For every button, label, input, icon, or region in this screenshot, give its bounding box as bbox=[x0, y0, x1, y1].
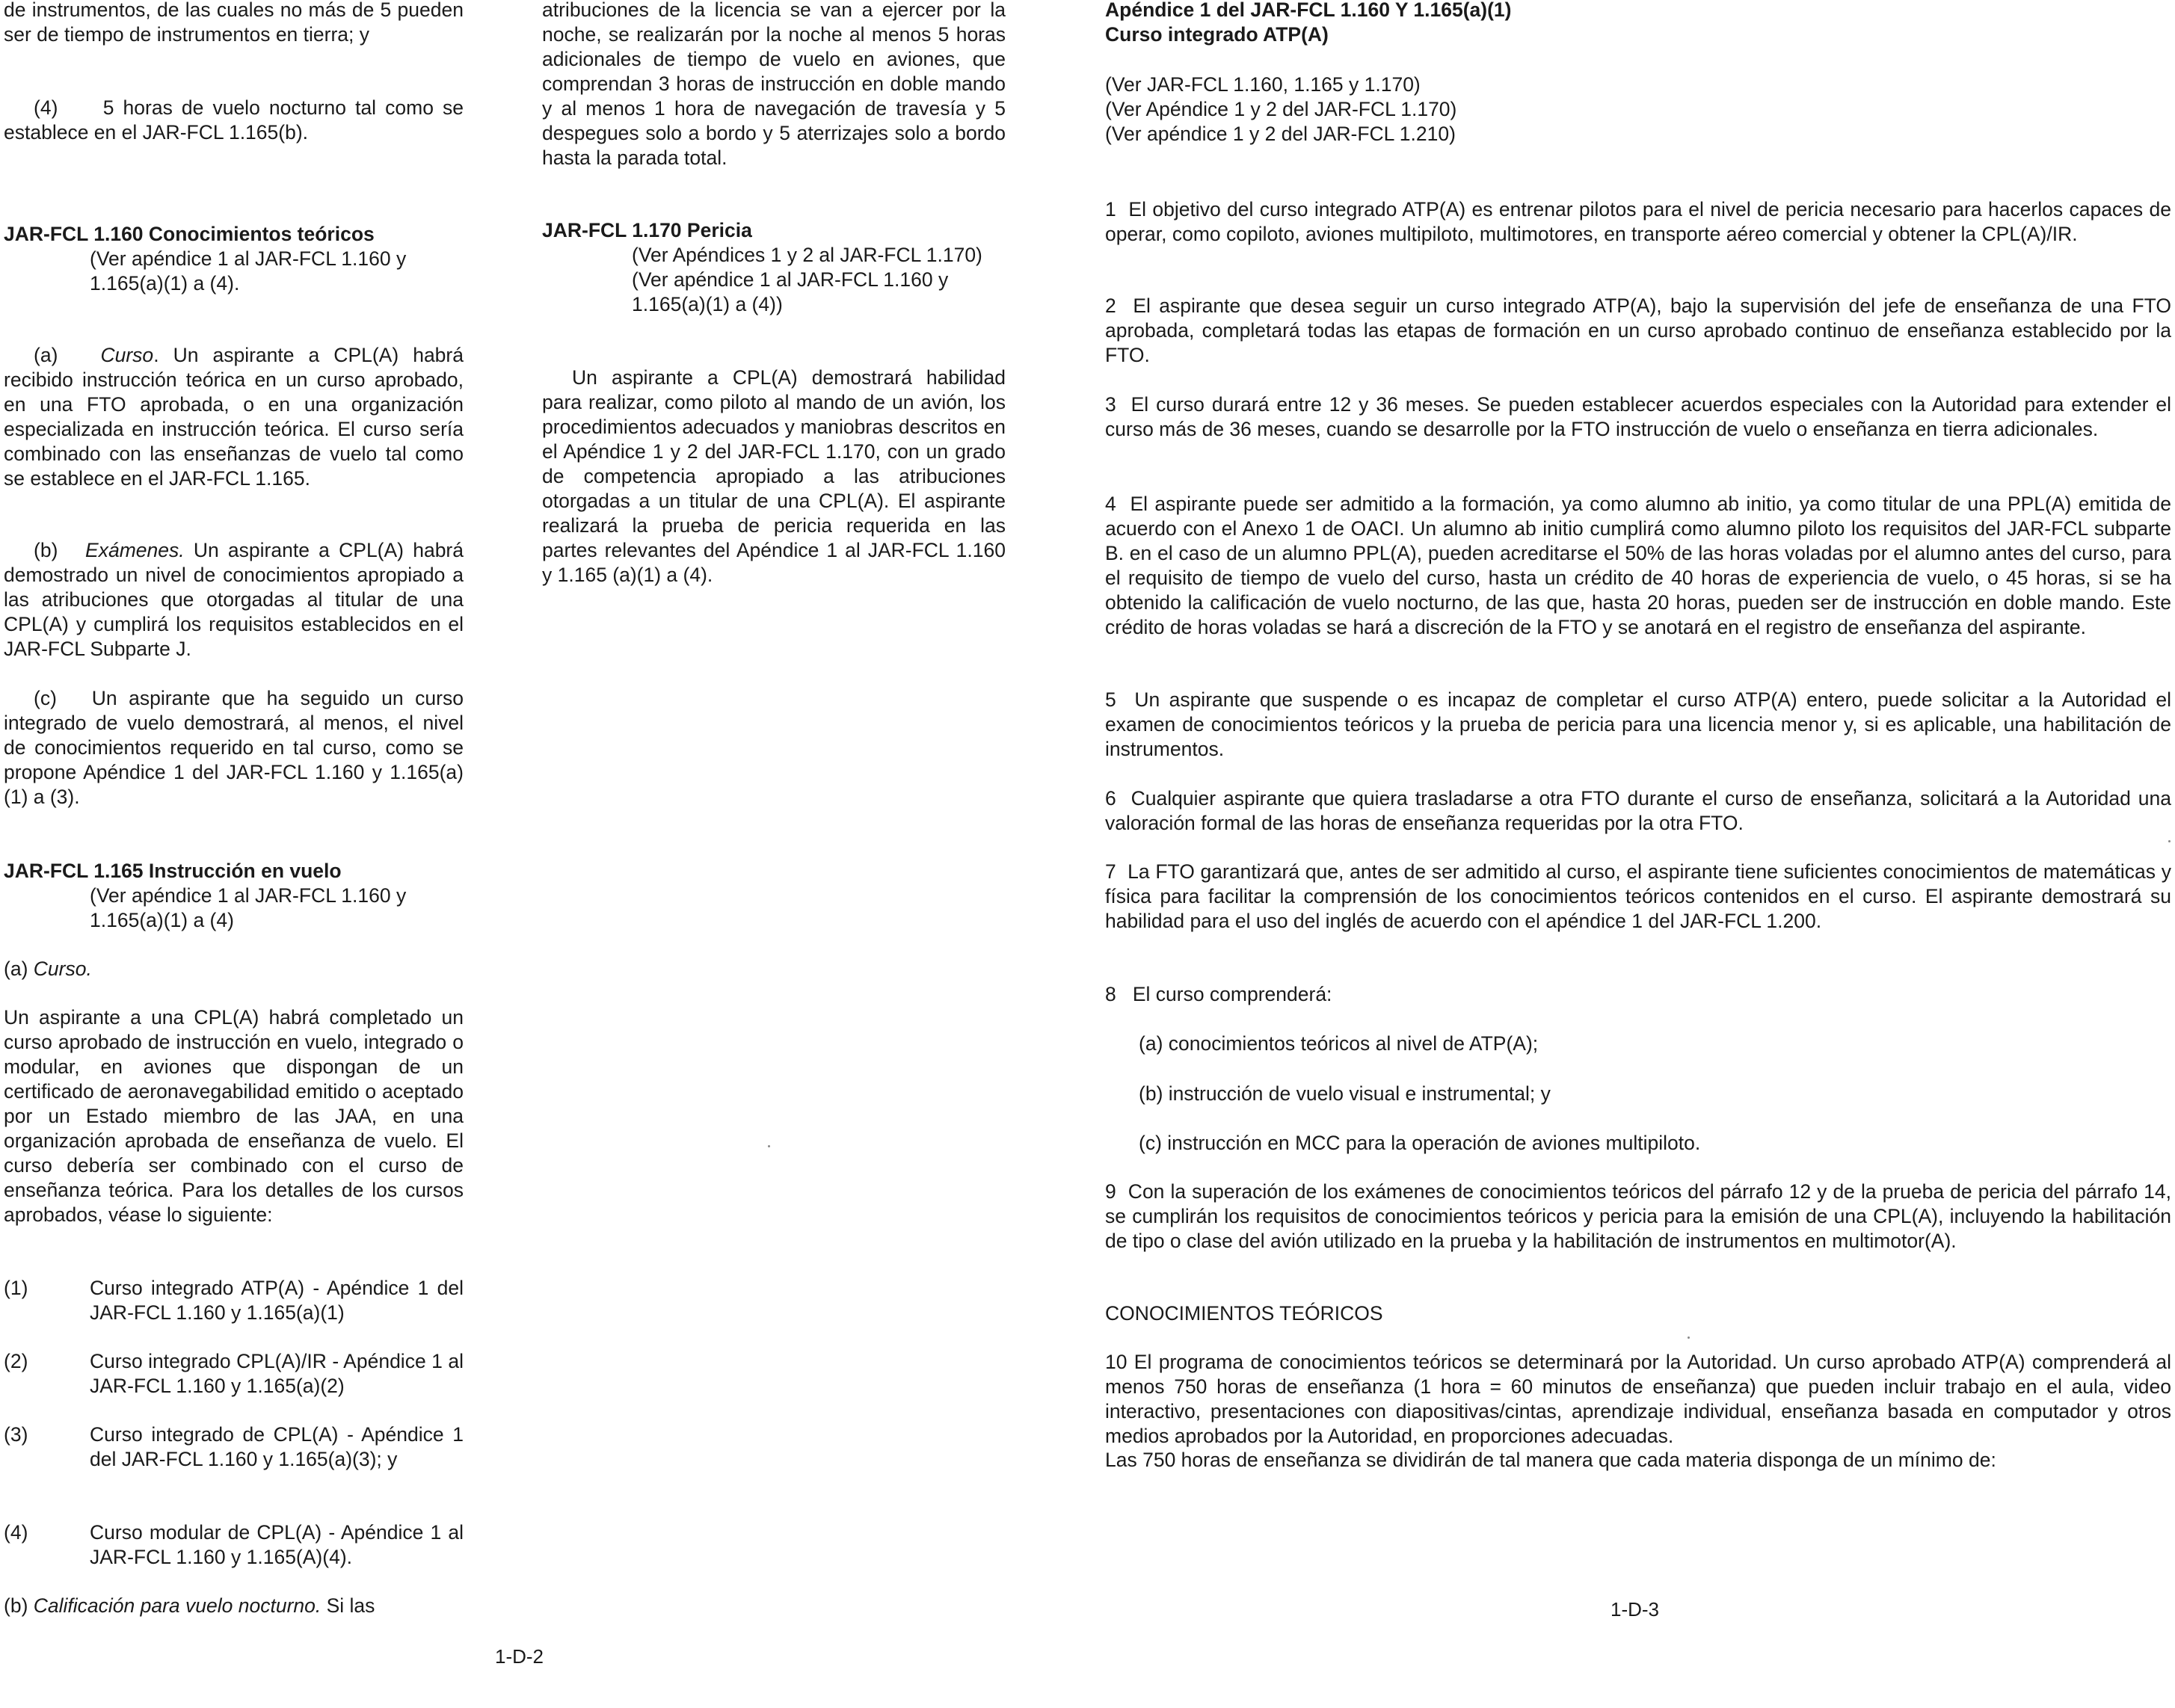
paragraph-1: 1 El objetivo del curso integrado ATP(A) es entrenar pilotos para el nivel de pericia necesario para hacerlos capaces de operar, como copiloto, aviones multipiloto, multimotores, en transporte aéreo comercial y obtener la CPL(A)/IR. bbox=[1105, 198, 2171, 245]
col1-continuation-text: de instrumentos, de las cuales no más de 5 pueden ser de tiempo de instrumentos en tierra; y bbox=[4, 0, 464, 46]
left-page bbox=[0, 0, 1087, 1708]
section-160-a-title: Curso bbox=[100, 344, 154, 366]
appendix-heading-line-2: Curso integrado ATP(A) bbox=[1105, 23, 1329, 46]
course-list-item-1: (1) Curso integrado ATP(A) - Apéndice 1 del JAR-FCL 1.160 y 1.165(a)(1) bbox=[4, 1277, 464, 1324]
section-160-c: (c) Un aspirante que ha seguido un curso integrado de vuelo demostrará, al menos, el nivel de conocimientos requerido en tal curso, como se propone Apéndice 1 del JAR-FCL 1.160 y 1.165(a)(1) a (3). bbox=[4, 687, 464, 808]
paragraph-2: 2 El aspirante que desea seguir un curso integrado ATP(A), bajo la supervisión del jefe de enseñanza de una FTO aprobada, completará todas las etapas de formación en un curso aprobado continuo de enseñanza establecido por la FTO. bbox=[1105, 295, 2171, 366]
col2-continuation-text: atribuciones de la licencia se van a ejercer por la noche, se realizarán por la noche al menos 5 horas adicionales de tiempo de vuelo en aviones, que comprendan 3 horas de instrucción en doble mando y al menos 1 hora de navegación de travesía y 5 despegues solo a bordo y 5 aterrizajes solo a bordo hasta la parada total. bbox=[542, 0, 1006, 169]
right-page bbox=[1099, 0, 2175, 1708]
paragraph-11: Las 750 horas de enseñanza se dividirán de tal manera que cada materia disponga de un mínimo de: bbox=[1105, 1449, 1996, 1471]
section-165-heading: JAR-FCL 1.165 Instrucción en vuelo bbox=[4, 860, 342, 882]
scan-speck bbox=[2168, 840, 2171, 842]
section-160-b-title: Exámenes. bbox=[85, 539, 185, 561]
night-flight-item: (4) 5 horas de vuelo nocturno tal como se establece en el JAR-FCL 1.165(b). bbox=[4, 96, 464, 144]
course-component-b: (b) instrucción de vuelo visual e instrumental; y bbox=[1139, 1082, 1551, 1105]
course-list-item-4: (4) Curso modular de CPL(A) - Apéndice 1 al JAR-FCL 1.160 y 1.165(A)(4). bbox=[4, 1521, 464, 1568]
appendix-reference-3: (Ver apéndice 1 y 2 del JAR-FCL 1.210) bbox=[1105, 123, 1456, 145]
course-component-c: (c) instrucción en MCC para la operación de aviones multipiloto. bbox=[1139, 1132, 1701, 1154]
section-160-reference: (Ver apéndice 1 al JAR-FCL 1.160 y 1.165(a)(1) a (4). bbox=[90, 247, 407, 295]
section-170-body: Un aspirante a CPL(A) demostrará habilidad para realizar, como piloto al mando de un avión, los procedimientos adecuados y maniobras descritos en el Apéndice 1 y 2 del JAR-FCL 1.170, con un grado de competencia apropiado a las atribuciones otorgadas a un titular de una CPL(A). El aspirante realizará la prueba de pericia requerida en las partes relevantes del Apéndice 1 al JAR-FCL 1.160 y 1.165 (a)(1) a (4). bbox=[542, 366, 1006, 586]
appendix-references bbox=[1105, 73, 2171, 147]
appendix-heading bbox=[1105, 0, 2171, 47]
section-170-reference-1: (Ver Apéndices 1 y 2 al JAR-FCL 1.170) bbox=[632, 244, 982, 266]
section-165-b: (b) Calificación para vuelo nocturno. Si las bbox=[4, 1594, 375, 1617]
section-165-a-title: Curso. bbox=[33, 958, 92, 980]
appendix-reference-2: (Ver Apéndice 1 y 2 del JAR-FCL 1.170) bbox=[1105, 98, 1457, 120]
course-list-item-3: (3) Curso integrado de CPL(A) - Apéndice 1 del JAR-FCL 1.160 y 1.165(a)(3); y bbox=[4, 1423, 464, 1470]
page-number-left: 1-D-2 bbox=[495, 1645, 544, 1668]
paragraph-4: 4 El aspirante puede ser admitido a la formación, ya como alumno ab initio, ya como titular de una PPL(A) emitida de acuerdo con el Anexo 1 de OACI. Un alumno ab initio cumplirá como alumno piloto los requisitos del JAR-FCL subparte B. en el caso de un alumno PPL(A), pueden acreditarse el 50% de las horas voladas por el alumno antes del curso, para el requisito de tiempo de vuelo del curso, hasta un crédito de 40 horas de experiencia de vuelo, o 45 horas, si se ha obtenido la calificación de vuelo nocturno, de las que, hasta 20 horas, pueden ser de instrucción en doble mando. Este crédito de horas voladas se hará a discreción de la FTO y se anotará en el registro de enseñanza del aspirante. bbox=[1105, 493, 2171, 638]
section-160-heading: JAR-FCL 1.160 Conocimientos teóricos bbox=[4, 223, 375, 245]
section-170-reference-2: (Ver apéndice 1 al JAR-FCL 1.160 y 1.165(a)(1) a (4)) bbox=[632, 268, 949, 315]
page-number-right: 1-D-3 bbox=[1611, 1598, 1660, 1621]
section-165-reference: (Ver apéndice 1 al JAR-FCL 1.160 y 1.165(a)(1) a (4) bbox=[90, 884, 407, 931]
course-component-a: (a) conocimientos teóricos al nivel de ATP(A); bbox=[1139, 1032, 1539, 1055]
section-heading-theory: CONOCIMIENTOS TEÓRICOS bbox=[1105, 1302, 1383, 1325]
paragraph-5: 5 Un aspirante que suspende o es incapaz de completar el curso ATP(A) entero, puede solicitar a la Autoridad el examen de conocimientos teóricos y la prueba de pericia para una licencia menor y, si es aplicable, una habilitación de instrumentos. bbox=[1105, 688, 2171, 760]
paragraph-9: 9 Con la superación de los exámenes de conocimientos teóricos del párrafo 12 y de la prueba de pericia del párrafo 14, se cumplirán los requisitos de conocimientos teóricos y pericia para la emisión de una CPL(A), incluyendo la habilitación de tipo o clase del avión utilizado en la prueba y la habilitación de instrumentos en multimotor(A). bbox=[1105, 1180, 2171, 1252]
scan-speck bbox=[1688, 1337, 1690, 1339]
section-160-a: (a) Curso. Un aspirante a CPL(A) habrá recibido instrucción teórica en un curso aprobado, en una FTO aprobada, o en una organización especializada en instrucción teórica. El curso sería combinado con las enseñanzas de vuelo tal como se establece en el JAR-FCL 1.165. bbox=[4, 344, 464, 490]
section-165-b-title: Calificación para vuelo nocturno. bbox=[33, 1594, 322, 1617]
section-170-heading: JAR-FCL 1.170 Pericia bbox=[542, 219, 752, 241]
paragraph-3: 3 El curso durará entre 12 y 36 meses. Se pueden establecer acuerdos especiales con la Autoridad para extender el curso más de 36 meses, cuando se desarrolle por la FTO instrucción de vuelo o enseñanza en tierra adicionales. bbox=[1105, 393, 2171, 440]
appendix-heading-line-1: Apéndice 1 del JAR-FCL 1.160 Y 1.165(a)(1) bbox=[1105, 0, 1512, 21]
section-165-body: Un aspirante a una CPL(A) habrá completado un curso aprobado de instrucción en vuelo, integrado o modular, en aviones que dispongan de un certificado de aeronavegabilidad emitido o aceptado por un Estado miembro de las JAA, en una organización aprobada de enseñanza de vuelo. El curso debería ser combinado con el curso de enseñanza teórica. Para los detalles de los cursos aprobados, véase lo siguiente: bbox=[4, 1006, 464, 1226]
section-170 bbox=[542, 218, 1006, 317]
scan-speck bbox=[768, 1145, 770, 1147]
section-160 bbox=[4, 222, 464, 296]
appendix-reference-1: (Ver JAR-FCL 1.160, 1.165 y 1.170) bbox=[1105, 73, 1421, 96]
section-165 bbox=[4, 859, 464, 933]
course-list-item-2: (2) Curso integrado CPL(A)/IR - Apéndice 1 al JAR-FCL 1.160 y 1.165(a)(2) bbox=[4, 1350, 464, 1397]
paragraph-7: 7 La FTO garantizará que, antes de ser admitido al curso, el aspirante tiene suficientes conocimientos de matemáticas y física para facilitar la comprensión de los conocimientos teóricos contenidos en el curso. El aspirante demostrará su habilidad para el uso del inglés de acuerdo con el apéndice 1 del JAR-FCL 1.200. bbox=[1105, 860, 2171, 932]
section-165-a: (a) Curso. bbox=[4, 958, 92, 980]
paragraph-6: 6 Cualquier aspirante que quiera trasladarse a otra FTO durante el curso de enseñanza, solicitará a la Autoridad una valoración formal de las horas de enseñanza requeridas por la otra FTO. bbox=[1105, 787, 2171, 834]
section-160-b: (b) Exámenes. Un aspirante a CPL(A) habrá demostrado un nivel de conocimientos apropiado a las atribuciones que otorgadas al titular de una CPL(A) y cumplirá los requisitos establecidos en el JAR-FCL Subparte J. bbox=[4, 539, 464, 660]
paragraph-8: 8 El curso comprenderá: bbox=[1105, 983, 1332, 1005]
paragraph-10: 10 El programa de conocimientos teóricos se determinará por la Autoridad. Un curso aprobado ATP(A) comprenderá al menos 750 horas de enseñanza (1 hora = 60 minutos de enseñanza) que pueden incluir trabajo en el aula, video interactivo, presentaciones con diapositivas/cintas, aprendizaje individual, enseñanza basada en computador y otros medios aprobados por la Autoridad, en proporciones adecuadas. bbox=[1105, 1351, 2171, 1447]
